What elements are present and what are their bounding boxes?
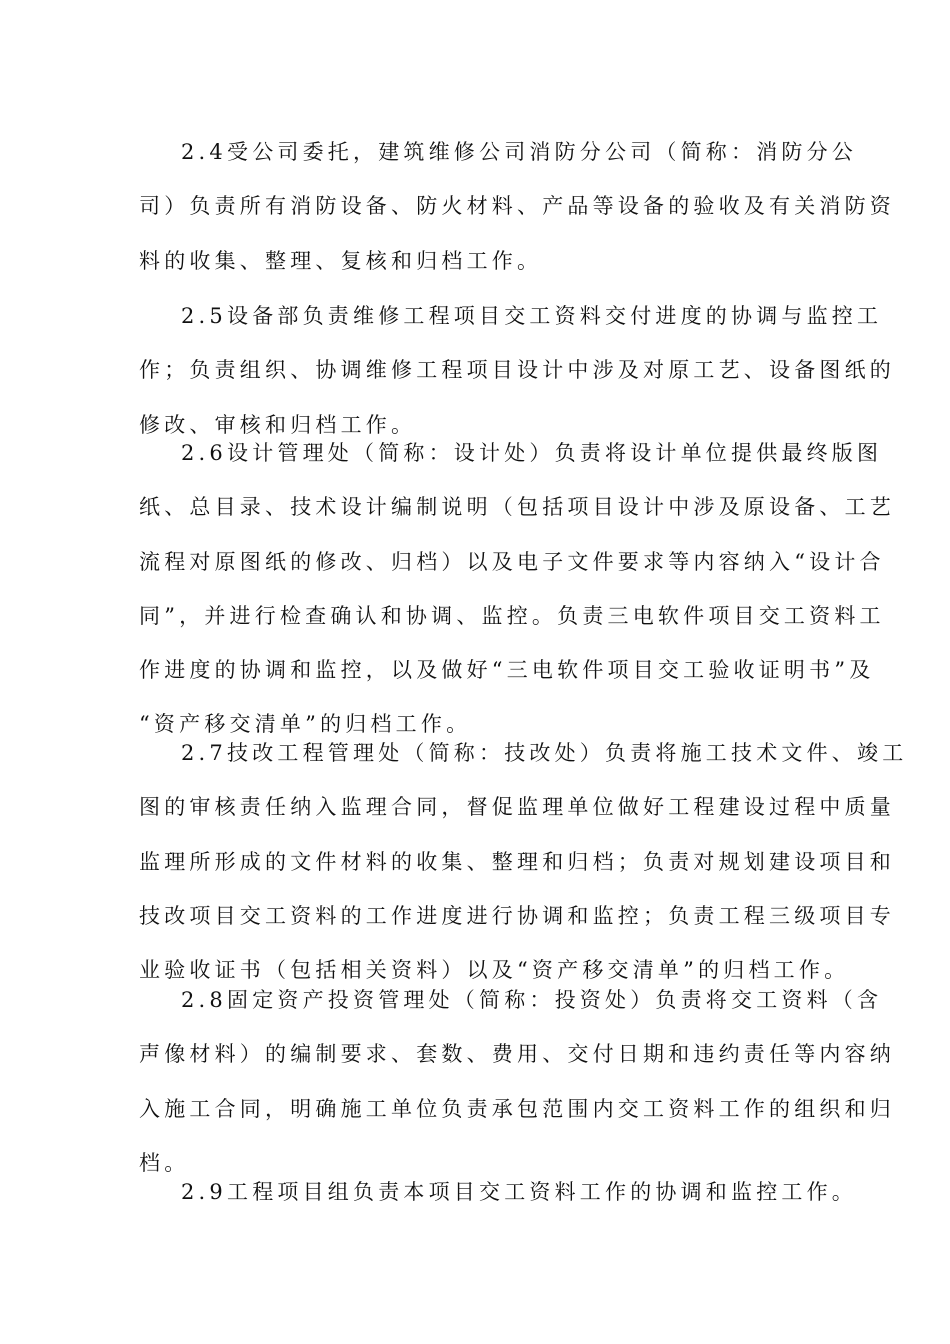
paragraph-line: 业验收证书（包括相关资料）以及“资产移交清单”的归档工作。 (139, 958, 850, 983)
paragraph-line: 档。 (139, 1150, 190, 1175)
paragraph-line: 料的收集、整理、复核和归档工作。 (139, 248, 543, 273)
paragraph-line: 2.8固定资产投资管理处（简称：投资处）负责将交工资料（含 (181, 988, 883, 1012)
paragraph-line: 技改项目交工资料的工作进度进行协调和监控；负责工程三级项目专 (139, 903, 895, 928)
paragraph-line: 2.4受公司委托，建筑维修公司消防分公司（简称：消防分公 (181, 140, 857, 164)
paragraph-line: 监理所形成的文件材料的收集、整理和归档；负责对规划建设项目和 (139, 849, 895, 874)
paragraph-2-7 (139, 726, 908, 997)
paragraph-line: 纸、总目录、技术设计编制说明（包括项目设计中涉及原设备、工艺 (139, 495, 895, 520)
paragraph-line: 同”，并进行检查确认和协调、监控。负责三电软件项目交工资料工 (139, 603, 885, 628)
paragraph-line: 作进度的协调和监控，以及做好“三电软件项目交工验收证明书”及 (139, 658, 875, 683)
paragraph-line: 司）负责所有消防设备、防火材料、产品等设备的验收及有关消防资 (139, 194, 895, 219)
paragraph-line: 2.6设计管理处（简称：设计处）负责将设计单位提供最终版图 (181, 441, 883, 465)
paragraph-2-8 (139, 973, 895, 1190)
paragraph-2-6 (139, 426, 895, 752)
paragraph-2-4 (139, 125, 895, 288)
paragraph-line: “资产移交清单”的归档工作。 (139, 712, 472, 737)
paragraph-line: 2.7技改工程管理处（简称：技改处）负责将施工技术文件、竣工 (181, 741, 908, 765)
paragraph-line: 图的审核责任纳入监理合同，督促监理单位做好工程建设过程中质量 (139, 795, 895, 820)
paragraph-line: 2.9工程项目组负责本项目交工资料工作的协调和监控工作。 (181, 1180, 857, 1204)
paragraph-line: 声像材料）的编制要求、套数、费用、交付日期和违约责任等内容纳 (139, 1042, 895, 1067)
paragraph-line: 流程对原图纸的修改、归档）以及电子文件要求等内容纳入“设计合 (139, 549, 885, 574)
paragraph-line: 入施工合同，明确施工单位负责承包范围内交工资料工作的组织和归 (139, 1096, 895, 1121)
paragraph-line: 修改、审核和归档工作。 (139, 412, 417, 437)
paragraph-line: 2.5设备部负责维修工程项目交工资料交付进度的协调与监控工 (181, 304, 883, 328)
paragraph-line: 作；负责组织、协调维修工程项目设计中涉及对原工艺、设备图纸的 (139, 358, 895, 383)
paragraph-2-9 (139, 1165, 857, 1219)
